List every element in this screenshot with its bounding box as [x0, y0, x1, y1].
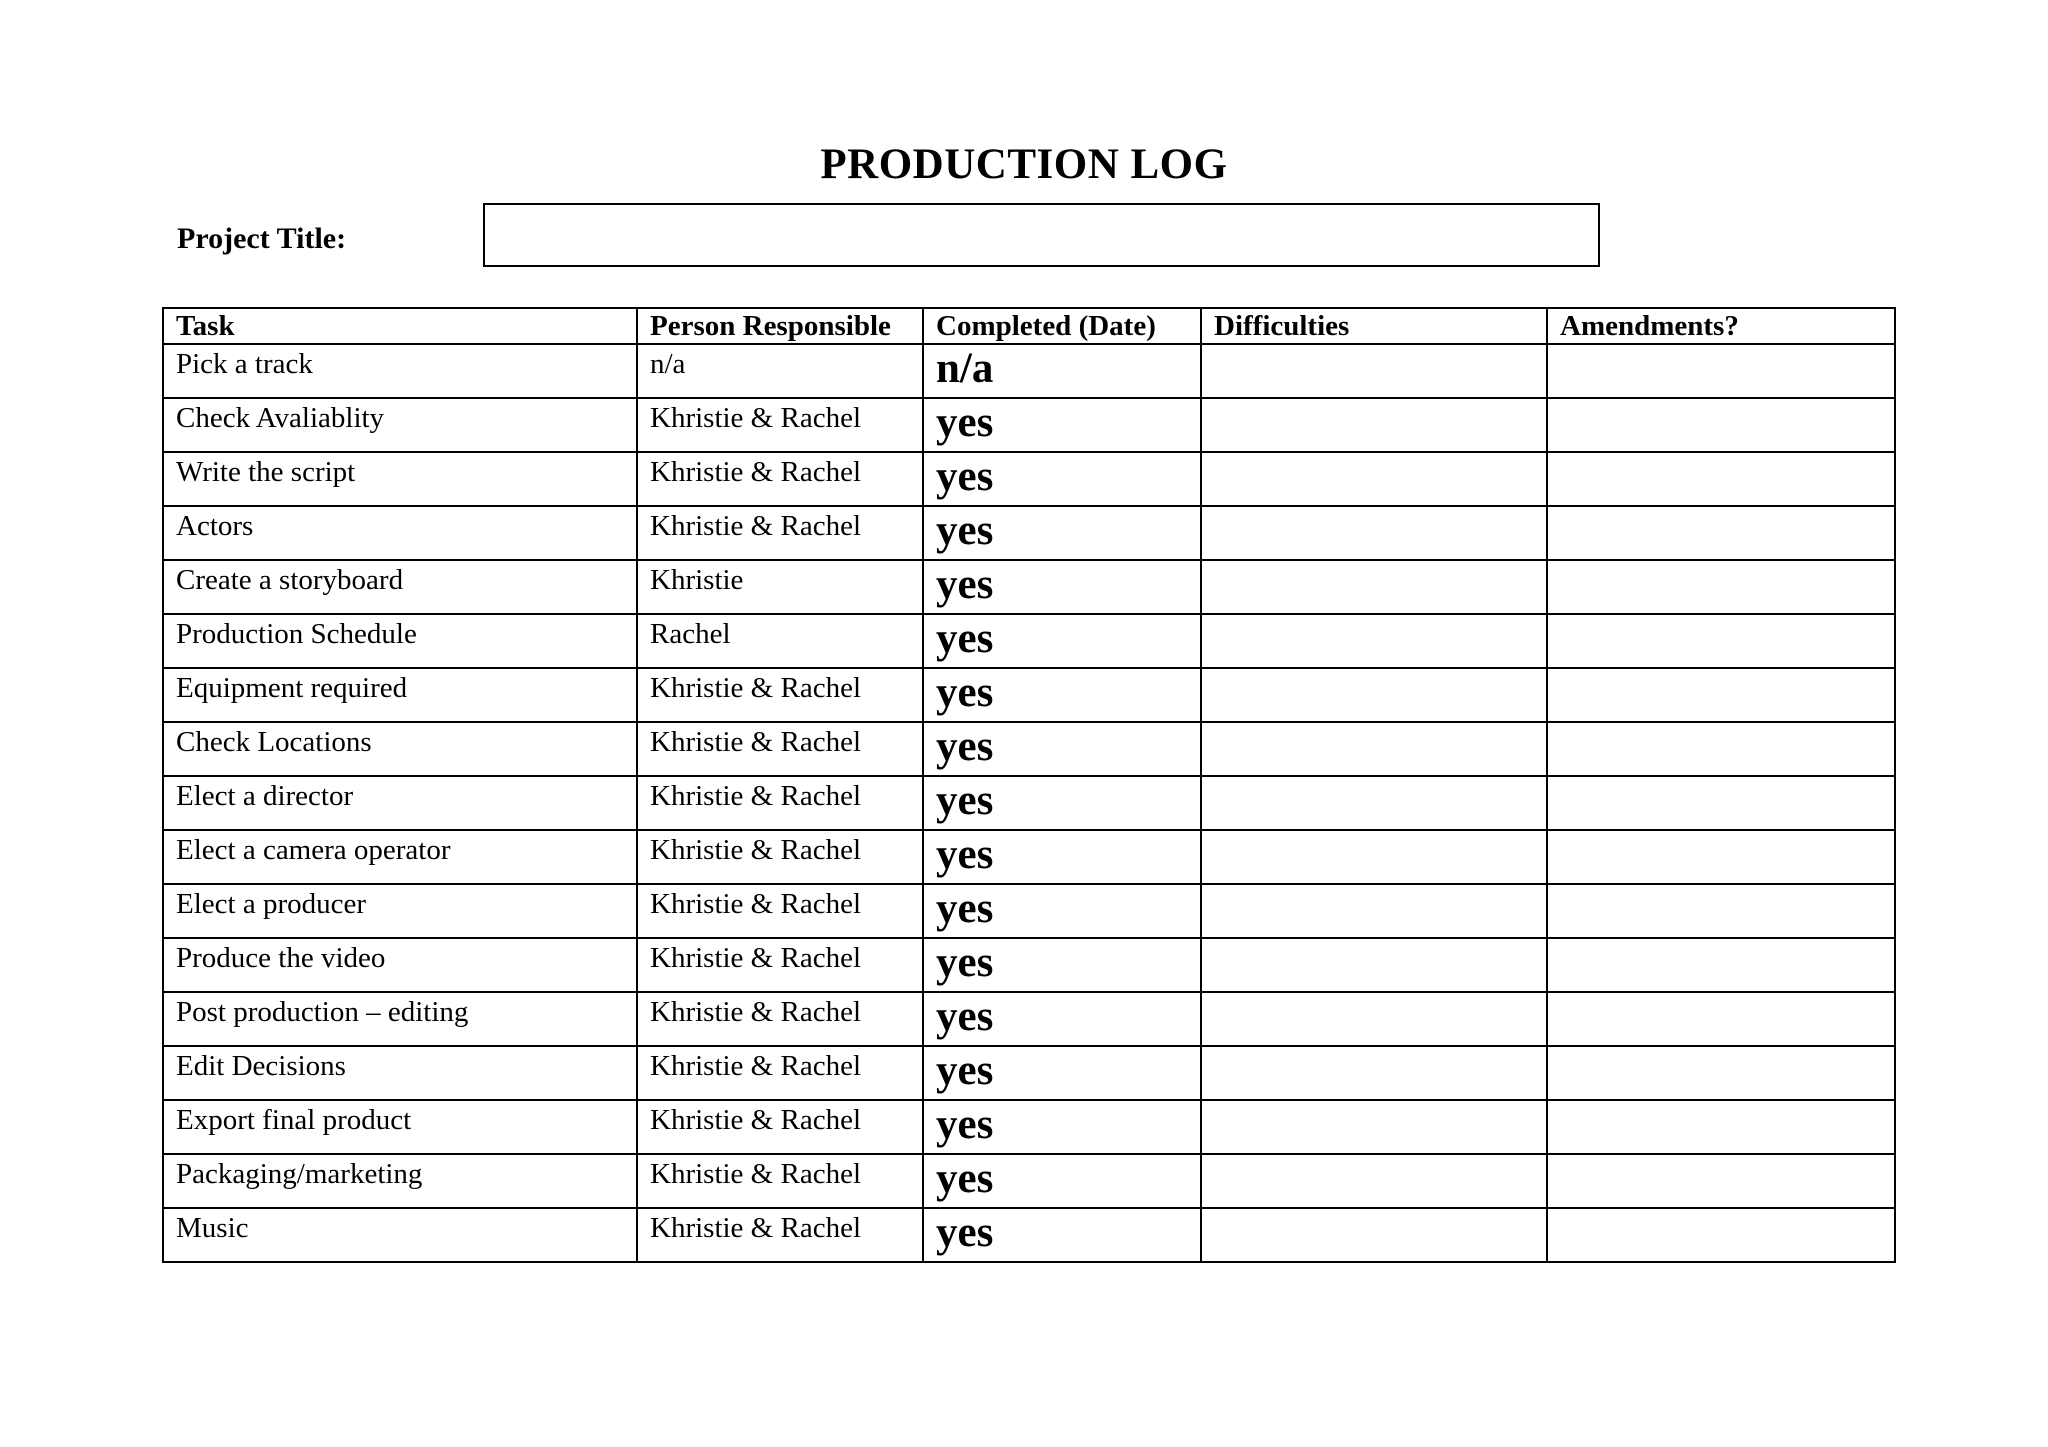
table-header-row — [163, 308, 1895, 344]
task-cell: Pick a track — [163, 344, 637, 398]
amendments-cell — [1547, 992, 1895, 1046]
task-cell: Write the script — [163, 452, 637, 506]
task-cell: Elect a director — [163, 776, 637, 830]
amendments-cell — [1547, 830, 1895, 884]
page-title: PRODUCTION LOG — [820, 141, 1228, 188]
person-cell: Khristie & Rachel — [637, 506, 923, 560]
difficulties-cell — [1201, 506, 1547, 560]
completed-cell: yes — [923, 938, 1201, 992]
completed-cell: yes — [923, 722, 1201, 776]
person-cell: Khristie & Rachel — [637, 668, 923, 722]
amendments-cell — [1547, 722, 1895, 776]
person-cell: Khristie & Rachel — [637, 776, 923, 830]
amendments-cell — [1547, 452, 1895, 506]
task-cell: Packaging/marketing — [163, 1154, 637, 1208]
amendments-cell — [1547, 344, 1895, 398]
difficulties-cell — [1201, 668, 1547, 722]
difficulties-cell — [1201, 398, 1547, 452]
amendments-cell — [1547, 1208, 1895, 1262]
completed-cell: yes — [923, 398, 1201, 452]
task-cell: Create a storyboard — [163, 560, 637, 614]
header-person-responsible: Person Responsible — [637, 308, 923, 344]
person-cell: Khristie & Rachel — [637, 1046, 923, 1100]
person-cell: Khristie & Rachel — [637, 992, 923, 1046]
completed-cell: yes — [923, 1100, 1201, 1154]
table-row — [163, 344, 1895, 398]
difficulties-cell — [1201, 992, 1547, 1046]
person-cell: Khristie & Rachel — [637, 1154, 923, 1208]
difficulties-cell — [1201, 344, 1547, 398]
table-row — [163, 614, 1895, 668]
table-row — [163, 398, 1895, 452]
header-difficulties: Difficulties — [1201, 308, 1547, 344]
task-cell: Music — [163, 1208, 637, 1262]
difficulties-cell — [1201, 1046, 1547, 1100]
amendments-cell — [1547, 668, 1895, 722]
task-cell: Elect a producer — [163, 884, 637, 938]
completed-cell: yes — [923, 668, 1201, 722]
header-amendments: Amendments? — [1547, 308, 1895, 344]
amendments-cell — [1547, 614, 1895, 668]
table-row — [163, 506, 1895, 560]
completed-cell: yes — [923, 776, 1201, 830]
table-row — [163, 452, 1895, 506]
table-row — [163, 1046, 1895, 1100]
person-cell: Khristie & Rachel — [637, 884, 923, 938]
completed-cell: yes — [923, 1208, 1201, 1262]
task-cell: Actors — [163, 506, 637, 560]
completed-cell: n/a — [923, 344, 1201, 398]
difficulties-cell — [1201, 452, 1547, 506]
completed-cell: yes — [923, 1154, 1201, 1208]
amendments-cell — [1547, 1046, 1895, 1100]
table-row — [163, 992, 1895, 1046]
project-title-field[interactable] — [483, 203, 1600, 267]
task-cell: Check Locations — [163, 722, 637, 776]
completed-cell: yes — [923, 830, 1201, 884]
difficulties-cell — [1201, 938, 1547, 992]
person-cell: Khristie & Rachel — [637, 1208, 923, 1262]
difficulties-cell — [1201, 1154, 1547, 1208]
table-row — [163, 1208, 1895, 1262]
difficulties-cell — [1201, 614, 1547, 668]
header-task: Task — [163, 308, 637, 344]
table-row — [163, 560, 1895, 614]
project-title-label: Project Title: — [177, 222, 347, 255]
table-row — [163, 722, 1895, 776]
person-cell: Khristie & Rachel — [637, 938, 923, 992]
completed-cell: yes — [923, 884, 1201, 938]
amendments-cell — [1547, 560, 1895, 614]
completed-cell: yes — [923, 1046, 1201, 1100]
completed-cell: yes — [923, 560, 1201, 614]
person-cell: Khristie & Rachel — [637, 722, 923, 776]
person-cell: Khristie & Rachel — [637, 398, 923, 452]
table-row — [163, 668, 1895, 722]
difficulties-cell — [1201, 1208, 1547, 1262]
person-cell: Khristie & Rachel — [637, 1100, 923, 1154]
difficulties-cell — [1201, 776, 1547, 830]
table-row — [163, 1154, 1895, 1208]
person-cell: Khristie & Rachel — [637, 452, 923, 506]
person-cell: Khristie — [637, 560, 923, 614]
task-cell: Check Avaliablity — [163, 398, 637, 452]
completed-cell: yes — [923, 992, 1201, 1046]
completed-cell: yes — [923, 452, 1201, 506]
amendments-cell — [1547, 1100, 1895, 1154]
header-completed-date: Completed (Date) — [923, 308, 1201, 344]
completed-cell: yes — [923, 506, 1201, 560]
person-cell: n/a — [637, 344, 923, 398]
task-cell: Elect a camera operator — [163, 830, 637, 884]
completed-cell: yes — [923, 614, 1201, 668]
person-cell: Rachel — [637, 614, 923, 668]
task-cell: Produce the video — [163, 938, 637, 992]
amendments-cell — [1547, 1154, 1895, 1208]
amendments-cell — [1547, 398, 1895, 452]
person-cell: Khristie & Rachel — [637, 830, 923, 884]
difficulties-cell — [1201, 560, 1547, 614]
table-row — [163, 830, 1895, 884]
task-cell: Equipment required — [163, 668, 637, 722]
amendments-cell — [1547, 506, 1895, 560]
table-row — [163, 776, 1895, 830]
difficulties-cell — [1201, 884, 1547, 938]
difficulties-cell — [1201, 722, 1547, 776]
task-cell: Edit Decisions — [163, 1046, 637, 1100]
amendments-cell — [1547, 938, 1895, 992]
amendments-cell — [1547, 776, 1895, 830]
table-row — [163, 938, 1895, 992]
difficulties-cell — [1201, 1100, 1547, 1154]
table-row — [163, 884, 1895, 938]
table-row — [163, 1100, 1895, 1154]
production-log-table — [162, 307, 1896, 1263]
task-cell: Post production – editing — [163, 992, 637, 1046]
task-cell: Production Schedule — [163, 614, 637, 668]
difficulties-cell — [1201, 830, 1547, 884]
amendments-cell — [1547, 884, 1895, 938]
task-cell: Export final product — [163, 1100, 637, 1154]
